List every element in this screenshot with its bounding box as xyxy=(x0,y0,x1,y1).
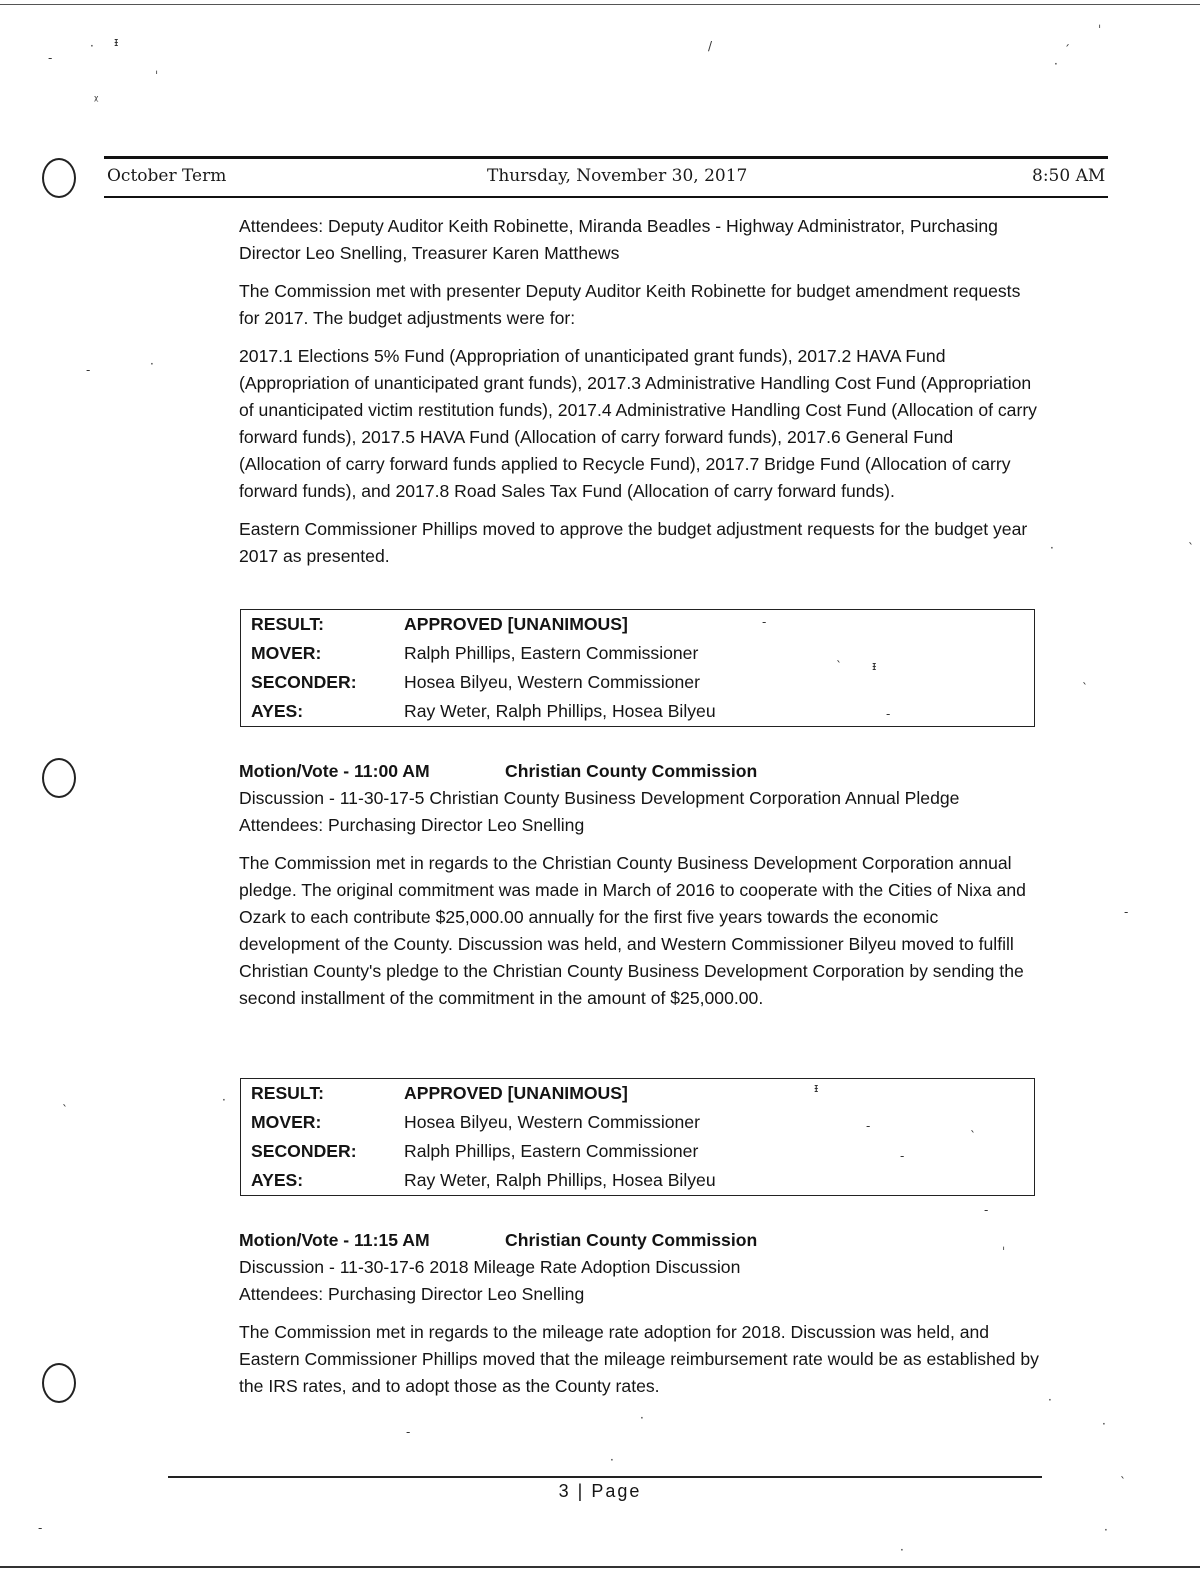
vote-row-result xyxy=(241,610,1034,639)
vote-row-ayes xyxy=(241,1166,1034,1195)
vote-label: RESULT: xyxy=(251,614,324,634)
discussion-title: Discussion - 11-30-17-5 Christian County Business Development Corporation Annual Pledge xyxy=(239,788,960,808)
vote-mover: Hosea Bilyeu, Western Commissioner xyxy=(404,1112,700,1132)
motion-body: Christian County Commission xyxy=(505,761,758,781)
punch-hole-icon xyxy=(42,1363,76,1403)
scan-top-edge xyxy=(0,4,1200,5)
scan-bottom-edge xyxy=(0,1566,1200,1568)
scan-speck: ᵻ xyxy=(114,35,119,49)
scan-speck: - xyxy=(762,615,767,629)
scan-speck: - xyxy=(984,1203,989,1217)
scan-speck: / xyxy=(708,39,713,53)
vote-row-mover xyxy=(241,639,1034,668)
paragraph: The Commission met in regards to the Christian County Business Development Corporation annual pledge. The original commitment was made in March of 2016 to cooperate with the Cities of Nixa and Ozark to each contribute $25,000.00 annually for the first five years towards the economic development of the County. Discussion was held, and Western Commissioner Bilyeu moved to fulfill Christian County's pledge to the Christian County Business Development Corporation by sending the second installment of the commitment in the amount of $25,000.00. xyxy=(239,853,1026,1008)
paragraph: 2017.1 Elections 5% Fund (Appropriation of unanticipated grant funds), 2017.2 HAVA Fund (Appropriation of unanticipated grant funds), 2017.3 Administrative Handling Cost Fund (Appropriation of unanticipated victim restitution funds), 2017.4 Administrative Handling Cost Fund (Allocation of carry forward funds), 2017.5 HAVA Fund (Allocation of carry forward funds), 2017.6 General Fund (Allocation of carry forward funds applied to Recycle Fund), 2017.7 Bridge Fund (Allocation of carry forward funds), and 2017.8 Road Sales Tax Fund (Allocation of carry forward funds). xyxy=(239,346,1037,501)
scan-speck: ˋ xyxy=(1082,681,1088,695)
vote-seconder: Ralph Phillips, Eastern Commissioner xyxy=(404,1141,699,1161)
vote-label: SECONDER: xyxy=(251,1141,357,1161)
paragraph: Eastern Commissioner Phillips moved to approve the budget adjustment requests for the budget year 2017 as presented. xyxy=(239,519,1028,566)
vote-result-table xyxy=(240,1078,1035,1196)
scan-speck: · xyxy=(900,1543,904,1557)
header-rule-bottom xyxy=(104,196,1108,198)
scan-speck: - xyxy=(886,707,891,721)
vote-row-result xyxy=(241,1079,1034,1108)
scan-speck: - xyxy=(406,1425,411,1439)
scan-speck: · xyxy=(1102,1417,1106,1431)
scan-speck: - xyxy=(866,1119,871,1133)
footer-rule xyxy=(168,1476,1042,1478)
section-mileage-rate xyxy=(239,1227,1039,1400)
section-budget-amendments xyxy=(239,213,1039,570)
scan-speck: · xyxy=(1054,57,1058,71)
scan-speck: ˈ xyxy=(1098,23,1102,37)
punch-hole-icon xyxy=(42,758,76,798)
page-number: 3 | Page xyxy=(558,1481,642,1501)
motion-body: Christian County Commission xyxy=(505,1230,758,1250)
punch-hole-icon xyxy=(42,158,76,198)
scan-speck: - xyxy=(900,1149,905,1163)
scan-speck: ᵻ xyxy=(872,659,877,673)
header-date: Thursday, November 30, 2017 xyxy=(487,166,748,186)
scan-speck: ˋ xyxy=(836,659,842,673)
attendees-text: Attendees: Purchasing Director Leo Snelling xyxy=(239,1284,585,1304)
attendees-text: Attendees: Deputy Auditor Keith Robinette, Miranda Beadles - Highway Administrator, Purchasing Director Leo Snelling, Treasurer Karen Matthews xyxy=(239,216,998,263)
vote-label: SECONDER: xyxy=(251,672,357,692)
vote-label: RESULT: xyxy=(251,1083,324,1103)
scan-speck: ˋ xyxy=(62,1103,68,1117)
scan-speck: ᵪ xyxy=(94,89,99,103)
scan-speck: - xyxy=(48,51,53,65)
scan-speck: ˋ xyxy=(970,1129,976,1143)
paragraph: The Commission met in regards to the mileage rate adoption for 2018. Discussion was held, and Eastern Commissioner Phillips moved that the mileage reimbursement rate would be as established by the IRS rates, and to adopt those as the County rates. xyxy=(239,1322,1039,1396)
scan-speck: - xyxy=(38,1521,43,1535)
scan-speck: · xyxy=(150,357,154,371)
vote-label: MOVER: xyxy=(251,643,322,663)
scan-speck: · xyxy=(1050,541,1054,555)
motion-time: Motion/Vote - 11:15 AM xyxy=(239,1230,430,1250)
paragraph: The Commission met with presenter Deputy Auditor Keith Robinette for budget amendment requests for 2017. The budget adjustments were for: xyxy=(239,281,1021,328)
scan-speck: ˊ xyxy=(1064,43,1070,57)
vote-result: APPROVED [UNANIMOUS] xyxy=(404,1083,628,1103)
scan-speck: ˋ xyxy=(1120,1475,1126,1489)
vote-row-ayes xyxy=(241,697,1034,726)
vote-result-table xyxy=(240,609,1035,727)
vote-mover: Ralph Phillips, Eastern Commissioner xyxy=(404,643,699,663)
header-time: 8:50 AM xyxy=(1032,166,1106,186)
scan-speck: ˈ xyxy=(155,69,159,83)
vote-row-seconder xyxy=(241,668,1034,697)
motion-heading xyxy=(239,758,1039,785)
header-rule-top xyxy=(104,156,1108,159)
vote-result: APPROVED [UNANIMOUS] xyxy=(404,614,628,634)
scan-speck: ˈ xyxy=(1002,1245,1006,1259)
scan-speck: - xyxy=(1124,905,1129,919)
scan-speck: · xyxy=(90,39,94,53)
vote-ayes: Ray Weter, Ralph Phillips, Hosea Bilyeu xyxy=(404,701,716,721)
section-business-development-pledge xyxy=(239,758,1039,1012)
vote-label: AYES: xyxy=(251,1170,304,1190)
vote-row-mover xyxy=(241,1108,1034,1137)
discussion-title: Discussion - 11-30-17-6 2018 Mileage Rate Adoption Discussion xyxy=(239,1257,741,1277)
motion-time: Motion/Vote - 11:00 AM xyxy=(239,761,430,781)
scan-speck: ᵻ xyxy=(814,1081,819,1095)
scan-speck: · xyxy=(640,1411,644,1425)
scan-speck: · xyxy=(222,1093,226,1107)
header-term: October Term xyxy=(107,166,227,186)
scan-speck: - xyxy=(86,363,91,377)
scan-speck: · xyxy=(610,1453,614,1467)
vote-label: AYES: xyxy=(251,701,304,721)
scan-speck: · xyxy=(1104,1523,1108,1537)
vote-seconder: Hosea Bilyeu, Western Commissioner xyxy=(404,672,700,692)
scan-speck: ˋ xyxy=(1188,541,1194,555)
attendees-text: Attendees: Purchasing Director Leo Snelling xyxy=(239,815,585,835)
vote-row-seconder xyxy=(241,1137,1034,1166)
scan-speck: · xyxy=(1048,1393,1052,1407)
vote-label: MOVER: xyxy=(251,1112,322,1132)
vote-ayes: Ray Weter, Ralph Phillips, Hosea Bilyeu xyxy=(404,1170,716,1190)
motion-heading xyxy=(239,1227,1039,1254)
